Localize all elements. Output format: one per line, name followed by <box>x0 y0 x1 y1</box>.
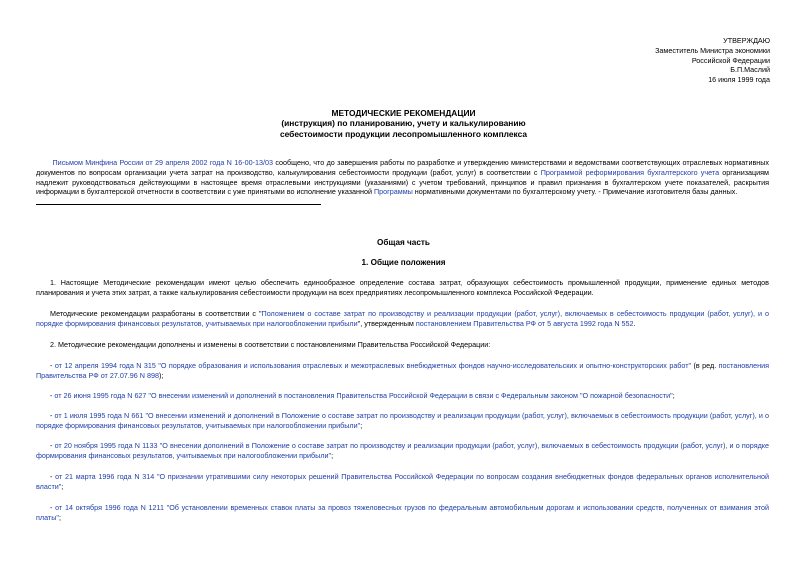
resolution-661-link[interactable]: от 1 июля 1995 года N 661 "О внесении изменений и дополнений в Положение о составе затрат по производству и реализации продукции (работ, услуг), включаемых в себестоимость продукции (работ, услуг), и о порядке формирования финансовых результатов, учитываемых при налогообложении прибыли" <box>36 411 770 430</box>
paragraph-text: ; <box>672 391 675 400</box>
minfin-letter-link[interactable]: Письмом Минфина России от 29 апреля 2002 года N 16-00-13/03 <box>52 158 273 167</box>
document-title-line: МЕТОДИЧЕСКИЕ РЕКОМЕНДАЦИИ <box>331 108 476 118</box>
resolution-list-item <box>36 472 769 492</box>
resolution-list-item <box>36 391 769 401</box>
approval-signer: Б.П.Маслий <box>730 65 770 75</box>
list-dash: - <box>50 411 55 420</box>
editor-note <box>36 158 769 197</box>
editor-note-text: организациям надлежит руководствоваться действующими в настоящее время отраслевыми инструкциями (указаниями) с учетом требований, принципов и правил признания в бухгалтерском учете показателей, раскрытия информации в бухгалтерской отчетности в соответствии с уже принятыми во исполнение указанной <box>36 167 770 197</box>
paragraph-text: ; <box>61 481 64 491</box>
document-title-line: (инструкция) по планированию, учету и калькулированию <box>281 118 526 129</box>
paragraph-text: . <box>633 318 636 328</box>
program-link[interactable]: Программы <box>373 187 413 197</box>
resolution-1211-link[interactable]: от 14 октября 1996 года N 1211 "Об установлении временных ставок платы за провоз тяжеловесных грузов по федеральным автомобильным дорогам и использовании средств, полученных от взимания этой платы" <box>36 503 769 522</box>
approval-heading: УТВЕРЖДАЮ <box>723 36 770 45</box>
resolution-1133-link[interactable]: от 20 ноября 1995 года N 1133 "О внесении дополнений в Положение о составе затрат по производству и реализации продукции (работ, услуг), включаемых в себестоимость продукции (работ, услуг), и о порядке формирования финансовых результатов, учитываемых при налогообложении прибыли" <box>36 441 769 460</box>
paragraph-text: ); <box>158 370 164 380</box>
note-divider <box>36 204 321 205</box>
paragraph-text: Методические рекомендации разработаны в соответствии с " <box>50 309 262 318</box>
approval-country: Российской Федерации <box>691 55 770 65</box>
list-dash: - <box>50 472 56 481</box>
paragraph-text: ", утвержденным <box>357 318 416 328</box>
list-dash: - <box>50 503 56 512</box>
editor-note-text: нормативными документами по бухгалтерскому учету. - Примечание изготовителя базы данных. <box>412 187 738 197</box>
list-dash: - <box>50 391 55 400</box>
list-dash: - <box>50 361 55 370</box>
approval-date: 16 июля 1999 года <box>708 75 770 85</box>
paragraph-2 <box>36 309 769 329</box>
resolution-list-item <box>36 361 769 381</box>
resolution-list-item <box>36 503 769 523</box>
document-title-line: себестоимости продукции лесопромышленного комплекса <box>279 128 528 139</box>
paragraph-text: ; <box>360 420 363 430</box>
resolution-list-item <box>36 411 769 431</box>
subsection-title: 1. Общие положения <box>361 258 446 267</box>
regulation-552-link[interactable]: Положением о составе затрат по производству и реализации продукции (работ, услуг), включаемых в себестоимость продукции (работ, услуг), и о порядке формирования финансовых результатов, учитываемых при налогообложении прибыли <box>36 309 769 328</box>
resolution-314-link[interactable]: от 21 марта 1996 года N 314 "О признании утратившими силу некоторых решений Правительства Российской Федерации по вопросам создания внебюджетных фондов федеральных органов исполнительной власти" <box>36 472 770 491</box>
resolution-list-item <box>36 441 769 461</box>
list-dash: - <box>50 441 55 450</box>
reform-program-link[interactable]: Программой реформирования бухгалтерского учета <box>540 167 720 177</box>
resolution-898-link[interactable]: постановления Правительства РФ от 27.07.96 N 898 <box>36 361 770 380</box>
paragraph-3: 2. Методические рекомендации дополнены и изменены в соответствии с постановлениями Правительства Российской Федерации: <box>50 340 491 349</box>
document-title <box>0 108 807 139</box>
resolution-315-link[interactable]: от 12 апреля 1994 года N 315 "О порядке образования и использования отраслевых и межотраслевых внебюджетных фондов научно-исследовательских и опытно-конструкторских работ" <box>54 361 692 370</box>
resolution-552-link[interactable]: постановлением Правительства РФ от 5 августа 1992 года N 552 <box>415 318 634 328</box>
paragraph-text: ; <box>58 512 61 522</box>
approval-position: Заместитель Министра экономики <box>655 45 770 55</box>
section-title: Общая часть <box>377 238 430 247</box>
resolution-627-link[interactable]: от 26 июня 1995 года N 627 "О внесении изменений и дополнений в постановления Правительства Российской Федерации в связи с Федеральным законом "О пожарной безопасности" <box>54 391 673 400</box>
editor-note-text: сообщено, что до завершения работы по разработке и утверждению министерствами и ведомствами соответствующих отраслевых нормативных документов по вопросам организации учета затрат на производство, калькулирования себестоимости продукции (работ, услуг) в соответствии с <box>36 158 770 177</box>
approval-block <box>655 36 770 85</box>
paragraph-text: (в ред. <box>691 361 719 370</box>
paragraph-1: 1. Настоящие Методические рекомендации имеют целью обеспечить единообразное определение состава затрат, образующих себестоимость промышленной продукции, применение единых методов планирования и учета этих затрат, а также калькулирования себестоимости продукции на всех предприятиях лесопромышленного комплекса Российской Федерации. <box>36 278 769 297</box>
paragraph-text: ; <box>331 450 334 460</box>
